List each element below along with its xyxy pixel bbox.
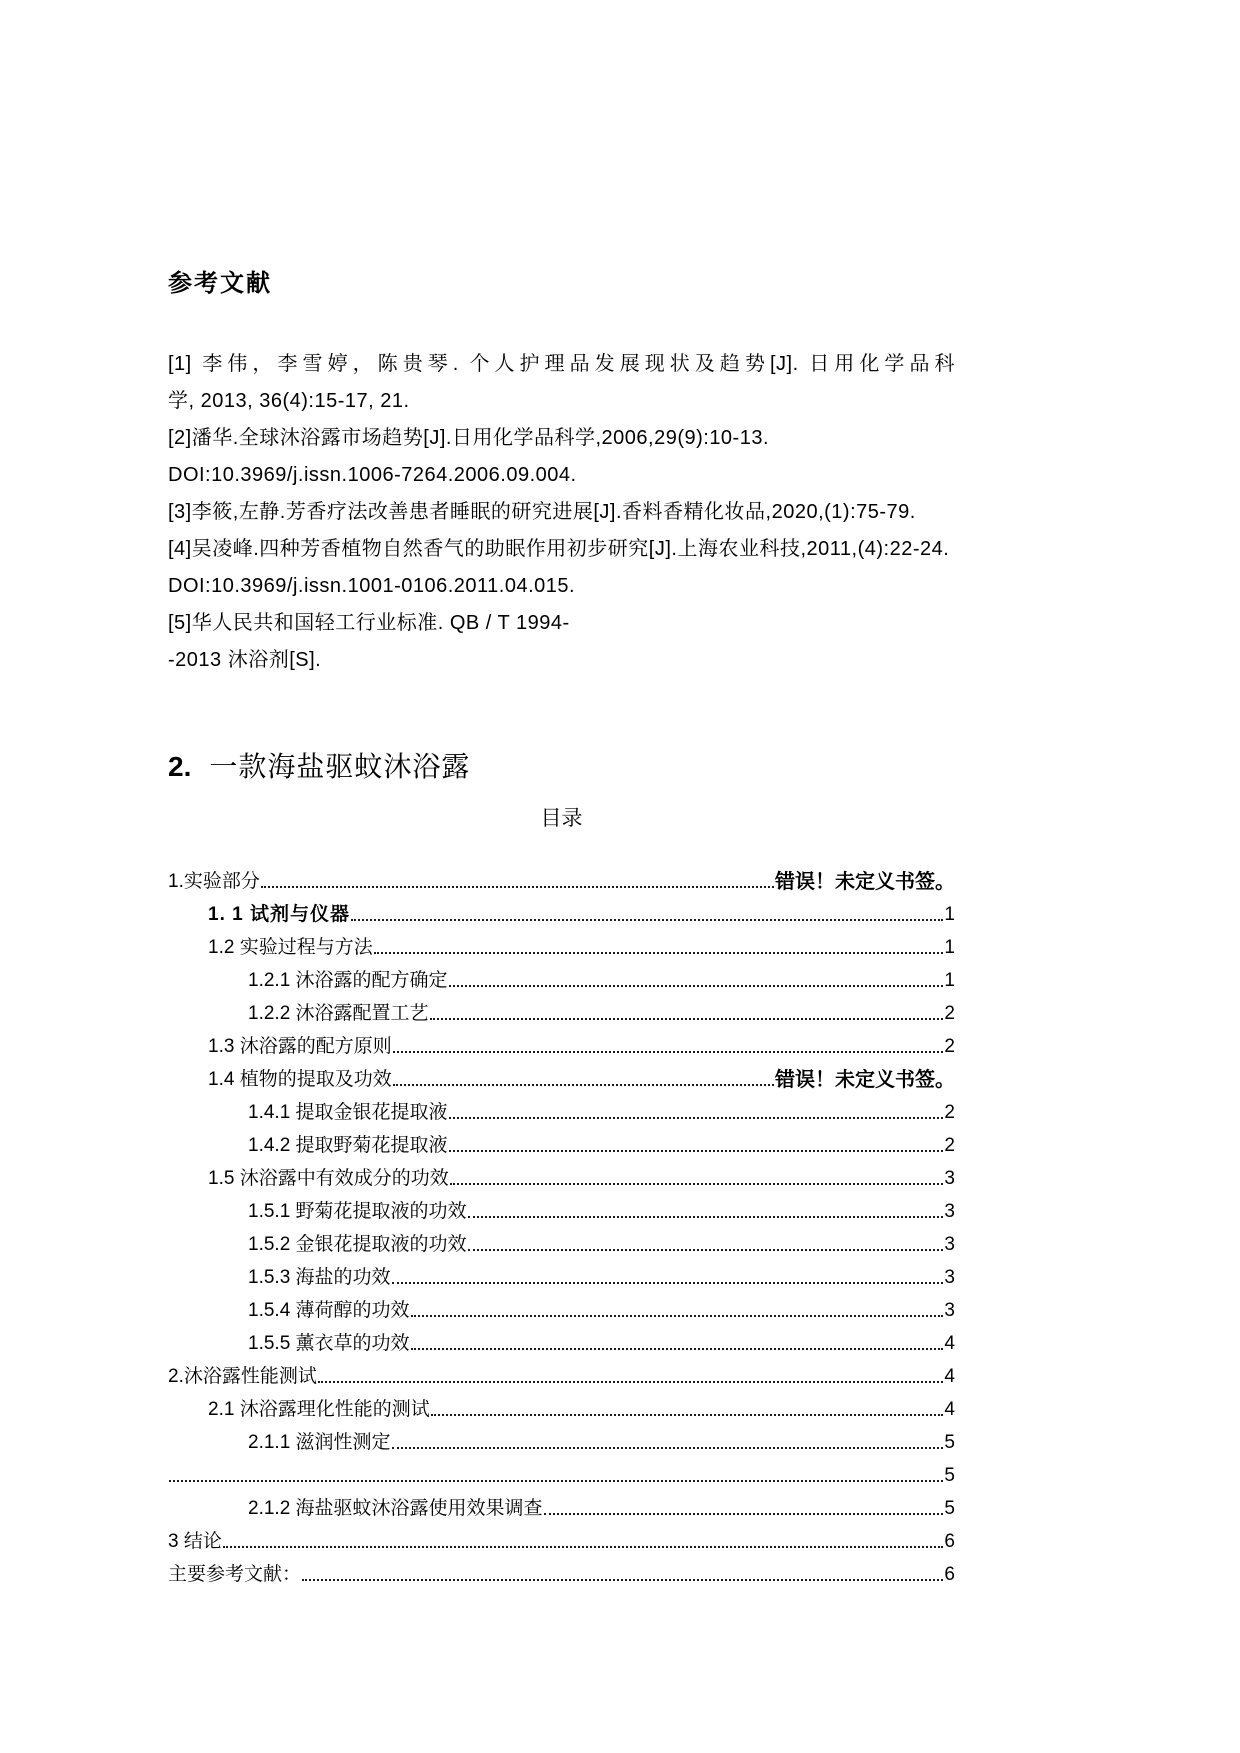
toc-entry-label: 2.1 沐浴露理化性能的测试	[208, 1399, 430, 1420]
toc-leader-dots	[430, 1018, 944, 1020]
reference-line: [4]吴凌峰.四种芳香植物自然香气的助眠作用初步研究[J].上海农业科技,2011,(4):22-24.	[168, 538, 950, 560]
toc-entry-label: 3 结论	[168, 1531, 222, 1552]
toc-entry[interactable]	[168, 1554, 955, 1587]
toc-leader-dots	[318, 1381, 944, 1383]
toc-entry[interactable]	[168, 1125, 955, 1158]
toc-entry-label: 1.2.1 沐浴露的配方确定	[248, 970, 448, 991]
toc-leader-dots	[393, 1084, 774, 1086]
toc-entry-page: 5	[944, 1432, 955, 1453]
toc-leader-dots	[449, 985, 944, 987]
document-content	[168, 0, 955, 1587]
toc-entry[interactable]	[168, 1059, 955, 1092]
toc-entry-label: 1.5.1 野菊花提取液的功效	[248, 1201, 467, 1222]
toc-leader-dots	[449, 1150, 944, 1152]
toc-leader-dots	[351, 919, 943, 921]
toc-leader-dots	[223, 1546, 944, 1548]
toc-leader-dots	[392, 1282, 944, 1284]
toc-leader-dots	[431, 1414, 944, 1416]
toc-entry[interactable]	[168, 993, 955, 1026]
toc-entry-page: 1	[944, 970, 955, 991]
toc-leader-dots	[450, 1183, 944, 1185]
toc-entry[interactable]	[168, 861, 955, 894]
section-title: 一款海盐驱蚊沐浴露	[209, 751, 471, 782]
toc-entry-page: 5	[944, 1465, 955, 1486]
references-list	[168, 346, 955, 679]
toc-entry-label: 1.5.3 海盐的功效	[248, 1267, 391, 1288]
toc-entry[interactable]	[168, 1224, 955, 1257]
toc-entry-page: 3	[944, 1234, 955, 1255]
toc-list	[168, 861, 955, 1587]
toc-entry-page: 2	[944, 1036, 955, 1057]
toc-entry[interactable]	[168, 960, 955, 993]
section-number: 2.	[168, 751, 192, 782]
toc-entry[interactable]	[168, 1257, 955, 1290]
reference-line: [3]李筱,左静.芳香疗法改善患者睡眠的研究进展[J].香料香精化妆品,2020,(1):75-79.	[168, 501, 916, 523]
toc-entry[interactable]	[168, 1389, 955, 1422]
toc-entry-label: 1.实验部分	[168, 871, 260, 892]
toc-entry-label: 1.5.5 薰衣草的功效	[248, 1333, 410, 1354]
toc-entry-label: 2.1.1 滋润性测定	[248, 1432, 391, 1453]
toc-entry[interactable]	[168, 1323, 955, 1356]
toc-leader-dots	[169, 1480, 943, 1482]
reference-line: 学, 2013, 36(4):15-17, 21.	[168, 390, 410, 412]
toc-entry-page: 5	[944, 1498, 955, 1519]
reference-line: [2]潘华.全球沐浴露市场趋势[J].日用化学品科学,2006,29(9):10-13.	[168, 427, 770, 449]
toc-entry-page: 1	[944, 937, 955, 958]
toc-entry[interactable]	[168, 1092, 955, 1125]
toc-leader-dots	[302, 1579, 943, 1581]
toc-entry[interactable]	[168, 1191, 955, 1224]
toc-entry[interactable]	[168, 1290, 955, 1323]
toc-entry-page: 4	[944, 1366, 955, 1387]
toc-entry[interactable]	[168, 1455, 955, 1488]
toc-entry-page: 2	[944, 1003, 955, 1024]
toc-entry-page: 6	[944, 1531, 955, 1552]
toc-entry-label: 1.5.4 薄荷醇的功效	[248, 1300, 410, 1321]
toc-title: 目录	[540, 807, 583, 830]
section-heading	[168, 749, 955, 785]
toc-leader-dots	[392, 1447, 944, 1449]
toc-leader-dots	[411, 1315, 944, 1317]
toc-entry-label: 1.5 沐浴露中有效成分的功效	[208, 1168, 449, 1189]
reference-line: DOI:10.3969/j.issn.1001-0106.2011.04.015.	[168, 575, 576, 597]
toc-entry-label: 1.2 实验过程与方法	[208, 937, 373, 958]
toc-entry-label: 1.5.2 金银花提取液的功效	[248, 1234, 467, 1255]
toc-leader-dots	[393, 1051, 944, 1053]
reference-line: -2013 沐浴剂[S].	[168, 649, 322, 671]
toc-entry-label: 1.3 沐浴露的配方原则	[208, 1036, 392, 1057]
toc-entry-label: 2.1.2 海盐驱蚊沐浴露使用效果调查	[248, 1498, 543, 1519]
toc-entry[interactable]	[168, 1026, 955, 1059]
references-heading: 参考文献	[168, 270, 272, 297]
toc-leader-dots	[411, 1348, 944, 1350]
toc-entry-page: 3	[944, 1168, 955, 1189]
toc-entry-label: 1.4.1 提取金银花提取液	[248, 1102, 448, 1123]
toc-entry[interactable]	[168, 1488, 955, 1521]
toc-entry[interactable]	[168, 1521, 955, 1554]
toc-leader-dots	[468, 1249, 944, 1251]
toc-entry-page: 3	[944, 1267, 955, 1288]
toc-entry[interactable]	[168, 1356, 955, 1389]
toc-entry-label: 2.沐浴露性能测试	[168, 1366, 317, 1387]
toc-leader-dots	[468, 1216, 944, 1218]
toc-entry-label: 主要参考文献：	[168, 1564, 302, 1585]
toc-entry-page: 3	[944, 1201, 955, 1222]
toc-entry-label: 1.4 植物的提取及功效	[208, 1069, 392, 1090]
toc-entry[interactable]	[168, 1158, 955, 1191]
toc-entry[interactable]	[168, 894, 955, 927]
reference-line: [1] 李伟，李雪婷，陈贵琴. 个人护理品发展现状及趋势[J]. 日用化学品科	[168, 353, 955, 375]
toc-entry-page: 3	[944, 1300, 955, 1321]
toc-entry-page: 2	[944, 1135, 955, 1156]
toc-entry[interactable]	[168, 1422, 955, 1455]
toc-entry[interactable]	[168, 927, 955, 960]
toc-leader-dots	[449, 1117, 944, 1119]
toc-entry-page: 4	[944, 1333, 955, 1354]
toc-entry-label: 1.2.2 沐浴露配置工艺	[248, 1003, 429, 1024]
toc-leader-dots	[544, 1513, 944, 1515]
toc-entry-page: 错误！未定义书签。	[775, 1069, 955, 1091]
toc-leader-dots	[374, 952, 944, 954]
toc-entry-page: 错误！未定义书签。	[775, 871, 955, 893]
toc-entry-page: 1	[944, 904, 955, 925]
toc-entry-label: 1. 1 试剂与仪器	[208, 904, 350, 925]
reference-line: [5]华人民共和国轻工行业标准. QB / T 1994-	[168, 612, 570, 634]
toc-entry-page: 4	[944, 1399, 955, 1420]
toc-entry-label: 1.4.2 提取野菊花提取液	[248, 1135, 448, 1156]
reference-line: DOI:10.3969/j.issn.1006-7264.2006.09.004.	[168, 464, 577, 486]
toc-entry-page: 6	[944, 1564, 955, 1585]
toc-entry-page: 2	[944, 1102, 955, 1123]
toc-leader-dots	[261, 886, 774, 888]
